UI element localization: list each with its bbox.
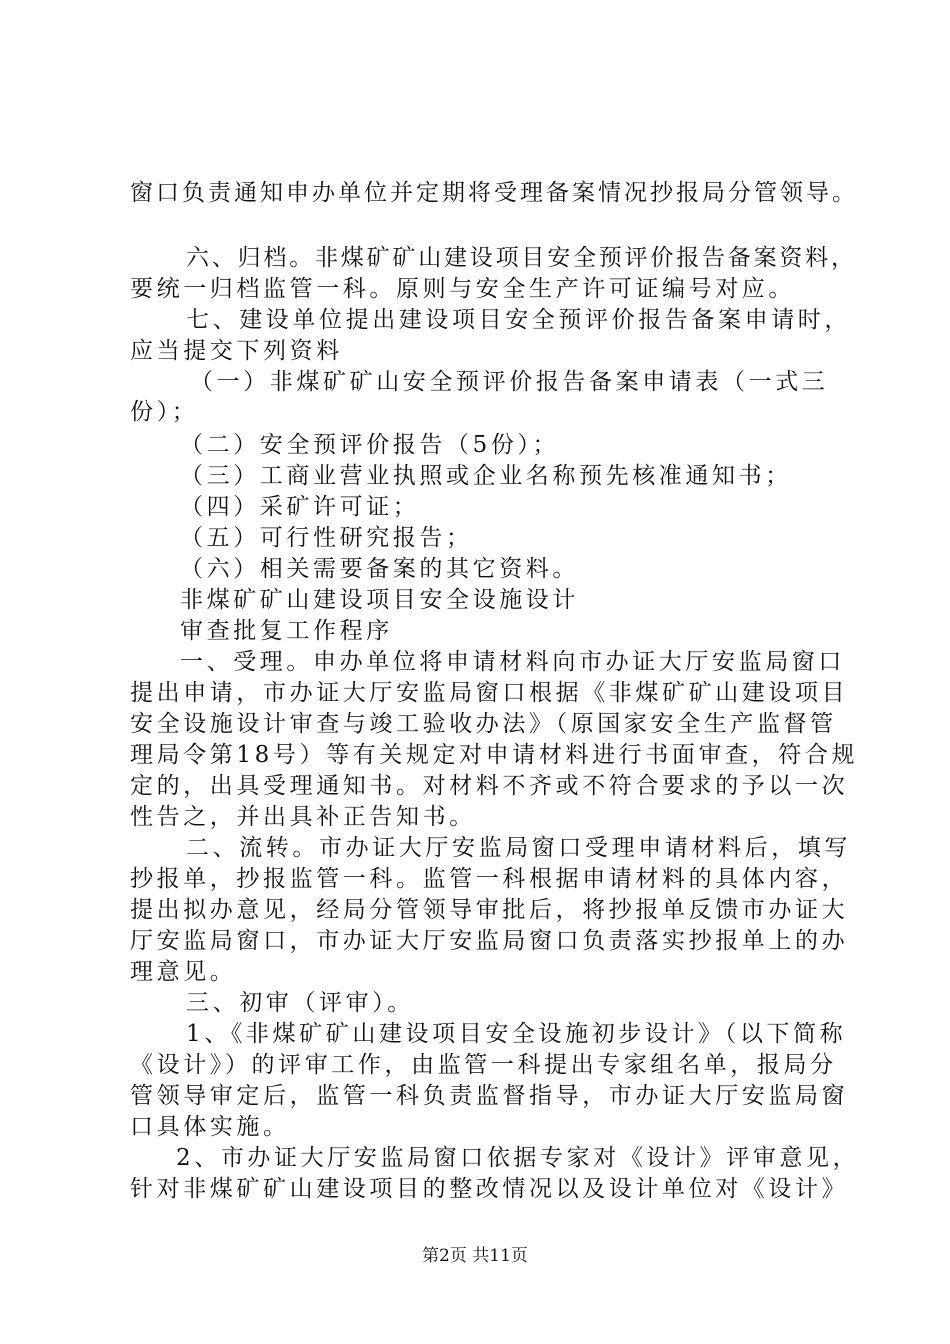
text-line-8: （二）安全预评价报告（5份）； xyxy=(180,432,560,458)
text-line-32: 针对非煤矿矿山建设项目的整改情况以及设计单位对《设计》 xyxy=(130,1176,849,1202)
text-line-11: （五）可行性研究报告； xyxy=(180,525,473,551)
text-line-9: （三）工商业营业执照或企业名称预先核准通知书； xyxy=(180,463,792,489)
text-line-4: 七、建设单位提出建设项目安全预评价报告备案申请时， xyxy=(186,307,851,333)
text-line-27: 1、《非煤矿矿山建设项目安全设施初步设计》（以下简称 xyxy=(186,1021,847,1047)
text-line-15: 一、受理。申办单位将申请材料向市办证大厅安监局窗口 xyxy=(180,649,845,675)
text-line-14: 审查批复工作程序 xyxy=(180,618,393,644)
text-line-13: 非煤矿矿山建设项目安全设施设计 xyxy=(180,587,579,613)
text-line-24: 厅安监局窗口，市办证大厅安监局窗口负责落实抄报单上的办 xyxy=(130,928,849,954)
text-line-23: 提出拟办意见，经局分管领导审批后，将抄报单反馈市办证大 xyxy=(130,897,849,923)
text-line-2: 六、归档。非煤矿矿山建设项目安全预评价报告备案资料， xyxy=(186,245,857,271)
text-line-19: 定的，出具受理通知书。对材料不齐或不符合要求的予以一次 xyxy=(130,773,849,799)
text-line-30: 口具体实施。 xyxy=(130,1114,290,1140)
text-line-31: 2、市办证大厅安监局窗口依据专家对《设计》评审意见， xyxy=(176,1145,860,1171)
text-line-6: （一）非煤矿矿山安全预评价报告备案申请表（一式三 xyxy=(190,369,829,395)
text-line-20: 性告之，并出具补正告知书。 xyxy=(130,804,476,830)
text-line-3: 要统一归档监管一科。原则与安全生产许可证编号对应。 xyxy=(130,276,795,302)
text-line-10: （四）采矿许可证； xyxy=(180,494,420,520)
text-line-7: 份）； xyxy=(130,399,199,425)
text-line-26: 三、初审（评审）。 xyxy=(186,990,414,1016)
text-line-12: （六）相关需要备案的其它资料。 xyxy=(180,556,579,582)
text-line-21: 二、流转。市办证大厅安监局窗口受理申请材料后，填写 xyxy=(186,835,851,861)
text-line-25: 理意见。 xyxy=(130,959,237,985)
text-line-18: 理局令第18号）等有关规定对申请材料进行书面审查，符合规 xyxy=(130,742,859,768)
page-number-footer: 第2页 共11页 xyxy=(422,1246,528,1266)
text-line-16: 提出申请，市办证大厅安监局窗口根据《非煤矿矿山建设项目 xyxy=(130,680,849,706)
text-line-1: 窗口负责通知申办单位并定期将受理备案情况抄报局分管领导。 xyxy=(130,180,858,206)
text-line-22: 抄报单，抄报监管一科。监管一科根据申请材料的具体内容， xyxy=(130,866,849,892)
text-line-29: 管领导审定后，监管一科负责监督指导，市办证大厅安监局窗 xyxy=(130,1083,849,1109)
text-line-28: 《设计》）的评审工作，由监管一科提出专家组名单，报局分 xyxy=(130,1052,837,1078)
text-line-5: 应当提交下列资料 xyxy=(130,338,343,364)
text-line-17: 安全设施设计审查与竣工验收办法》（原国家安全生产监督管 xyxy=(130,711,837,737)
